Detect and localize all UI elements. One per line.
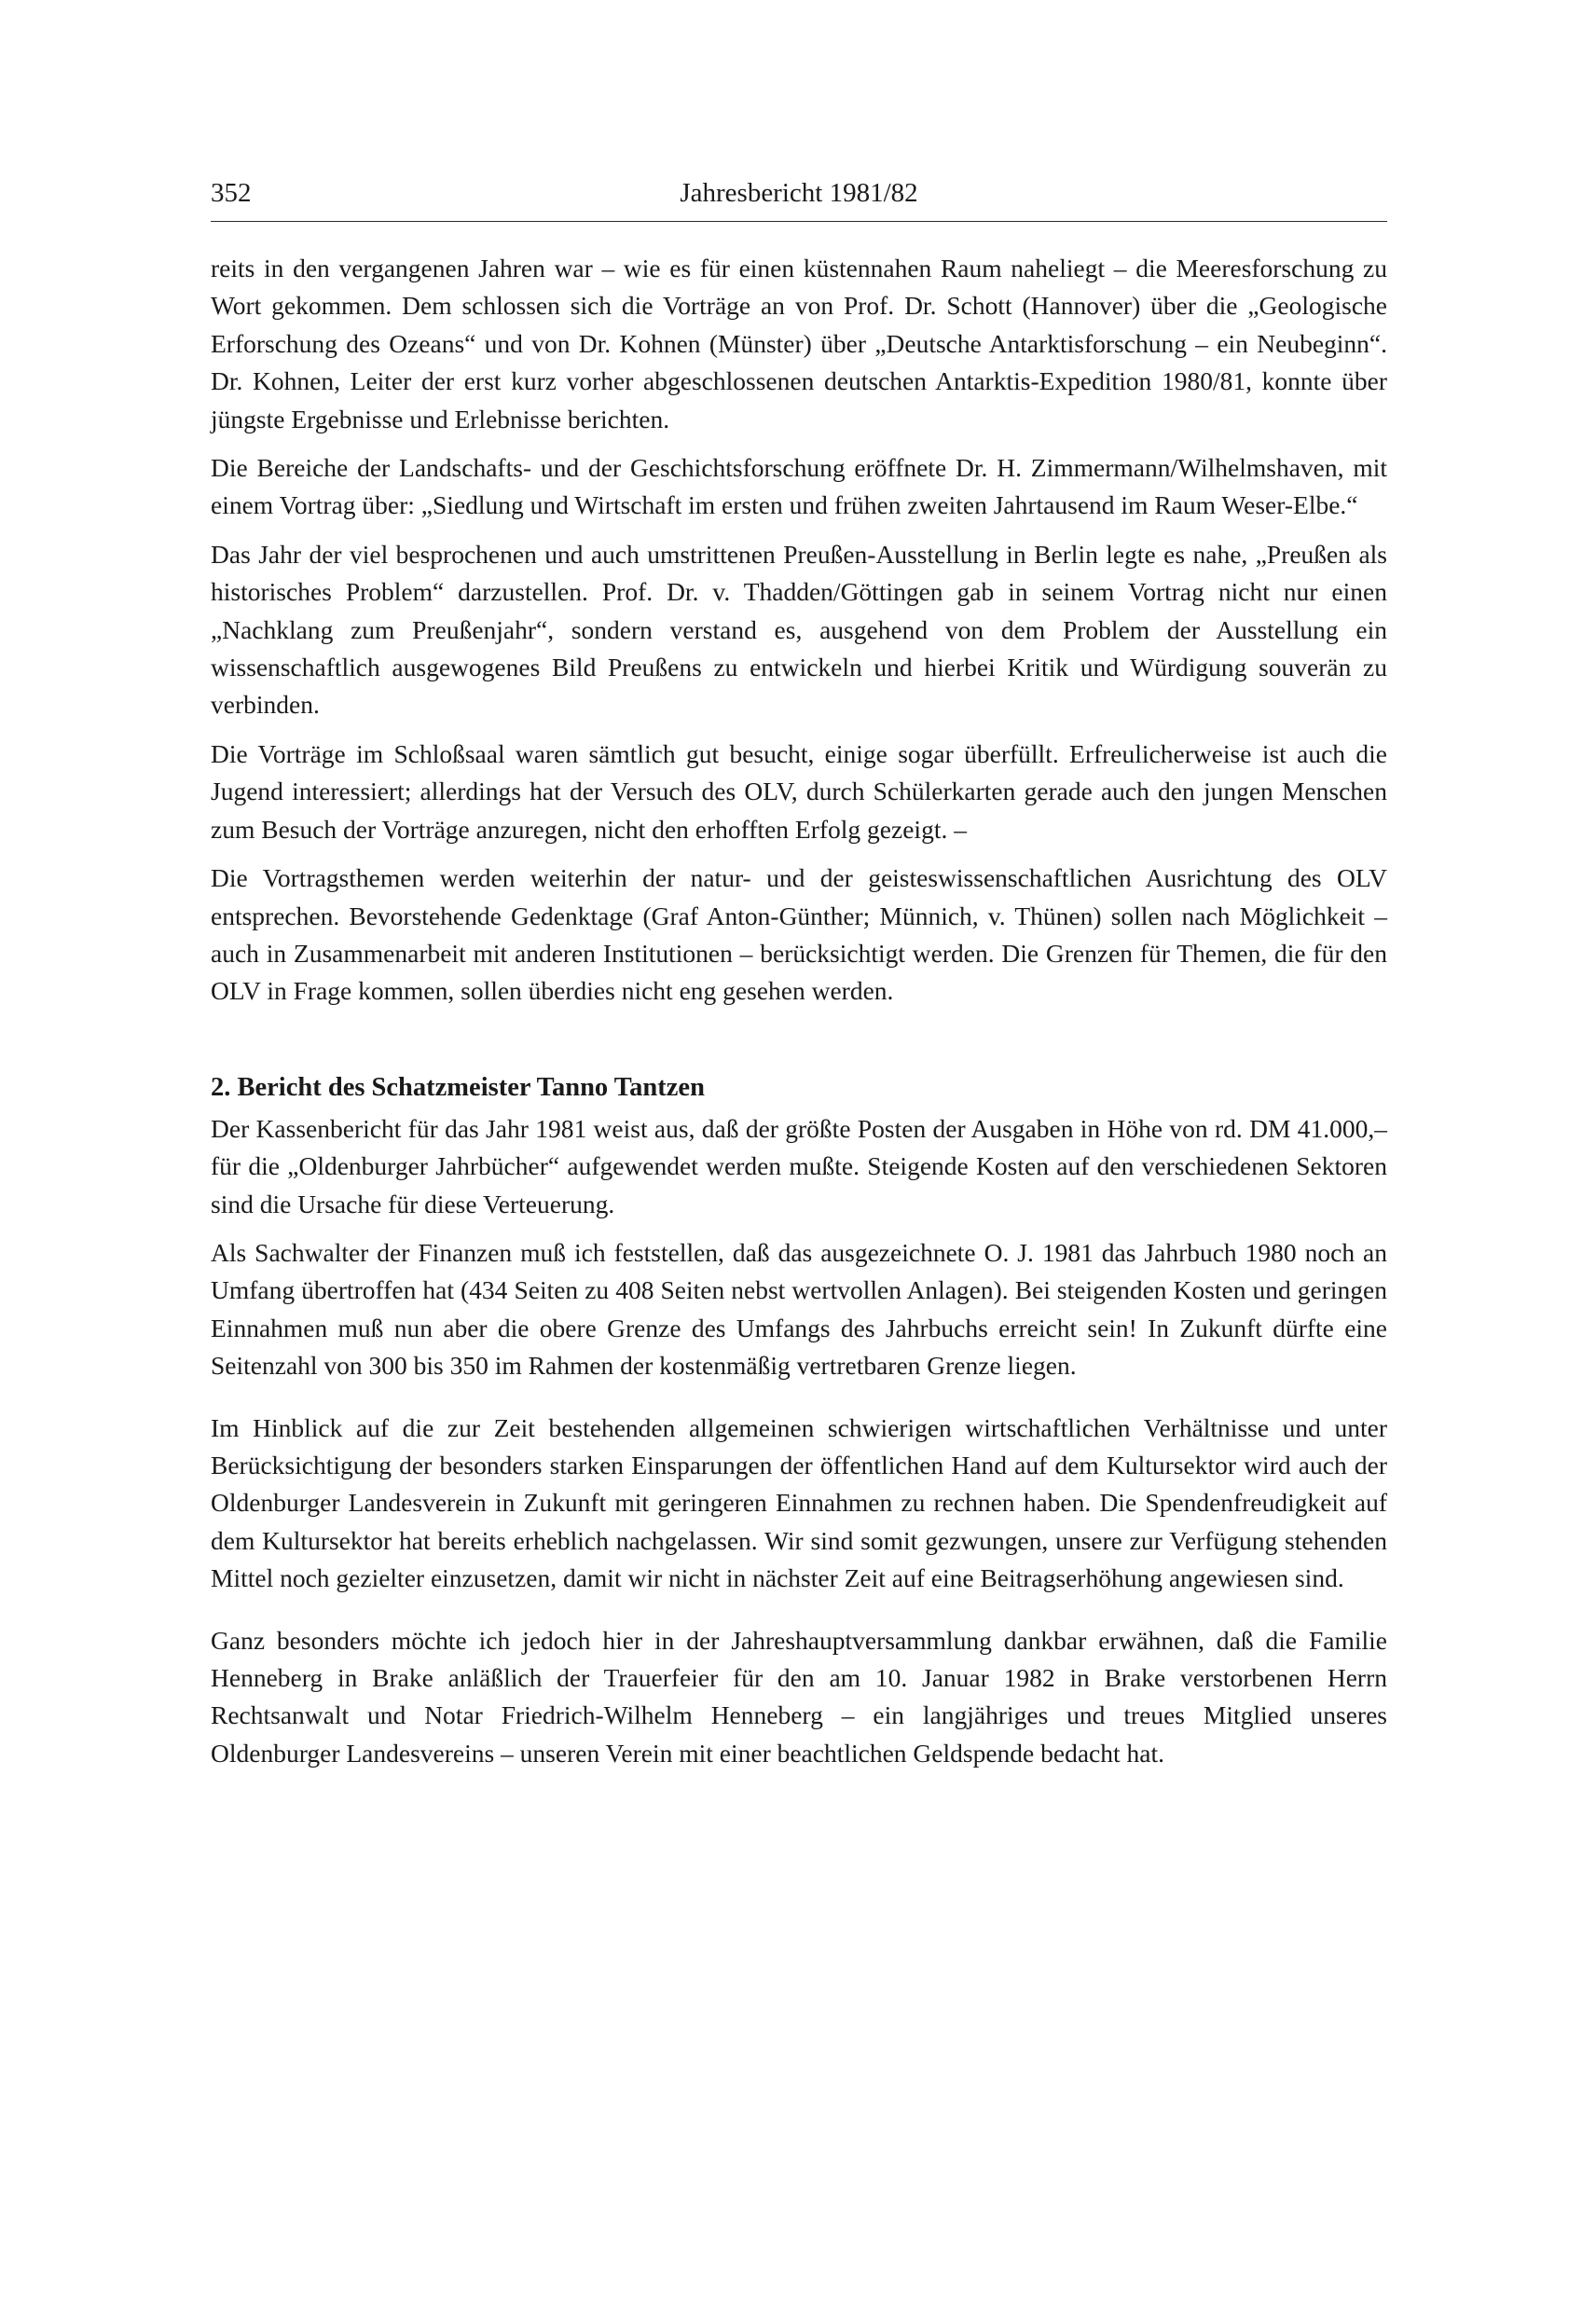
running-header (211, 171, 1387, 215)
header-rule (211, 221, 1387, 222)
body-text (211, 250, 1387, 1783)
section-heading: 2. Bericht des Schatzmeister Tanno Tantzen (211, 1072, 705, 1102)
paragraph-continued: reits in den vergangenen Jahren war – wie es für einen küstennahen Raum naheliegt – die Meeresforschung zu Wort gekommen. Dem schlossen sich die Vorträge an von Prof. Dr. Schott (Hannover) über die „Geologische Erforschung des Ozeans“ und von Dr. Kohnen (Münster) über „Deutsche Antarktisforschung – ein Neubeginn“. Dr. Kohnen, Leiter der erst kurz vorher abgeschlossenen deutschen Antarktis-Expedition 1980/81, konnte über jüngste Ergebnisse und Erlebnisse berichten. (211, 254, 1387, 434)
page-number: 352 (211, 178, 252, 208)
paragraph: Der Kassenbericht für das Jahr 1981 weist aus, daß der größte Posten der Ausgaben in Höhe von rd. DM 41.000,– für die „Oldenburger Jahrbücher“ aufgewendet werden mußte. Steigende Kosten auf den verschiedenen Sektoren sind die Ursache für diese Verteuerung. (211, 1113, 1387, 1218)
paragraph: Ganz besonders möchte ich jedoch hier in der Jahreshauptversammlung dankbar erwähnen, daß die Familie Henneberg in Brake anläßlich der Trauerfeier für den am 10. Januar 1982 in Brake verstorbenen Herrn Rechtsanwalt und Notar Friedrich-Wilhelm Henneberg – ein langjähriges und treues Mitglied unseres Oldenburger Landesvereins – unseren Verein mit einer beachtlichen Geldspende bedacht hat. (211, 1625, 1387, 1768)
paragraph: Die Vortragsthemen werden weiterhin der natur- und der geisteswissenschaftlichen Ausrichtung des OLV entsprechen. Bevorstehende Gedenktage (Graf Anton-Günther; Münnich, v. Thünen) sollen nach Möglichkeit – auch in Zusammenarbeit mit anderen Institutionen – berücksichtigt werden. Die Grenzen für Themen, die für den OLV in Frage kommen, sollen überdies nicht eng gesehen werden. (211, 863, 1387, 1006)
running-title: Jahresbericht 1981/82 (680, 178, 918, 208)
paragraph: Als Sachwalter der Finanzen muß ich feststellen, daß das ausgezeichnete O. J. 1981 das Jahrbuch 1980 noch an Umfang übertroffen hat (434 Seiten zu 408 Seiten nebst wertvollen Anlagen). Bei steigenden Kosten und geringen Einnahmen muß nun aber die obere Grenze des Umfangs des Jahrbuchs erreicht sein! In Zukunft dürfte eine Seitenzahl von 300 bis 350 im Rahmen der kostenmäßig vertretbaren Grenze liegen. (211, 1237, 1387, 1381)
paragraph: Das Jahr der viel besprochenen und auch umstrittenen Preußen-Ausstellung in Berlin legte es nahe, „Preußen als historisches Problem“ darzustellen. Prof. Dr. v. Thadden/Göttingen gab in seinem Vortrag nicht nur einen „Nachklang zum Preußenjahr“, sondern verstand es, ausgehend von dem Problem der Ausstellung ein wissenschaftlich ausgewogenes Bild Preußens zu entwickeln und hierbei Kritik und Würdigung souverän zu verbinden. (211, 539, 1387, 720)
paragraph: Die Bereiche der Landschafts- und der Geschichtsforschung eröffnete Dr. H. Zimmermann/Wilhelmshaven, mit einem Vortrag über: „Siedlung und Wirtschaft im ersten und frühen zweiten Jahrtausend im Raum Weser-Elbe.“ (211, 453, 1387, 520)
paragraph: Im Hinblick auf die zur Zeit bestehenden allgemeinen schwierigen wirtschaftlichen Verhältnisse und unter Berücksichtigung der besonders starken Einsparungen der öffentlichen Hand auf dem Kultursektor wird auch der Oldenburger Landesverein in Zukunft mit geringeren Einnahmen zu rechnen haben. Die Spendenfreudigkeit auf dem Kultursektor hat bereits erheblich nachgelassen. Wir sind somit gezwungen, unsere zur Verfügung stehenden Mittel noch gezielter einzusetzen, damit wir nicht in nächster Zeit auf eine Beitragserhöhung angewiesen sind. (211, 1412, 1387, 1593)
paragraph: Die Vorträge im Schloßsaal waren sämtlich gut besucht, einige sogar überfüllt. Erfreulicherweise ist auch die Jugend interessiert; allerdings hat der Versuch des OLV, durch Schülerkarten gerade auch den jungen Menschen zum Besuch der Vorträge anzuregen, nicht den erhofften Erfolg gezeigt. – (211, 738, 1387, 844)
